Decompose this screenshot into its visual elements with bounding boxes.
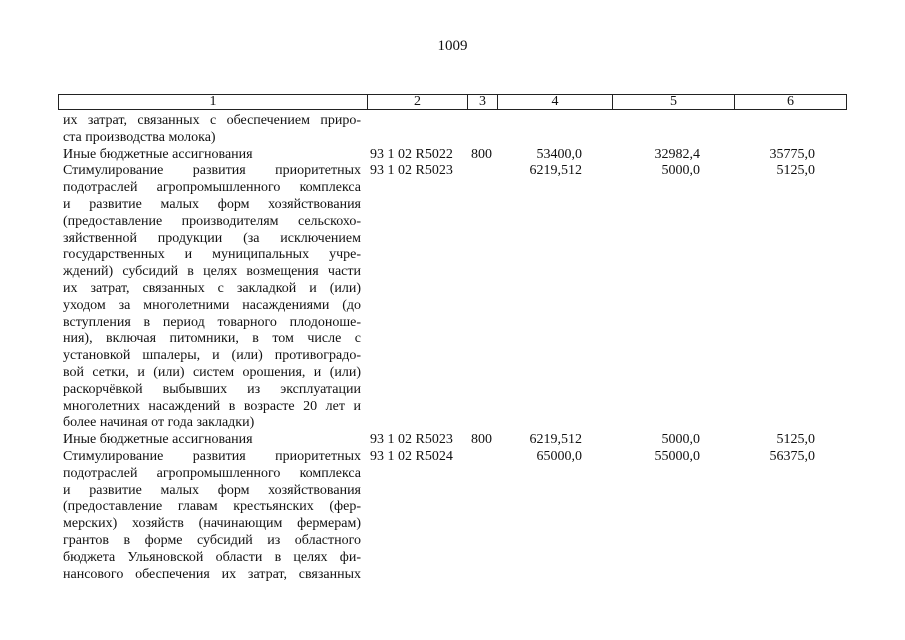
row-value-col4: 65000,0 xyxy=(536,449,582,464)
description-line: Стимулирование развития приоритетных xyxy=(63,163,361,179)
description-line: и развитие малых форм хозяйствования xyxy=(63,196,361,212)
row-code: 93 1 02 R5023 xyxy=(370,163,453,179)
description-line: Стимулирование развития приоритетных xyxy=(63,449,361,464)
header-col-1: 1 xyxy=(209,94,217,109)
table-header xyxy=(58,94,847,110)
description-line: мерских) хозяйств (начинающим фермерам) xyxy=(63,516,361,532)
row-value-col5: 5000,0 xyxy=(661,163,700,179)
row-description xyxy=(63,113,361,147)
row-code: 93 1 02 R5023 xyxy=(370,432,453,448)
row-value-col5: 32982,4 xyxy=(654,146,700,162)
row-description xyxy=(63,432,361,449)
row-value-col5: 55000,0 xyxy=(654,449,700,464)
description-line: (предоставление производителям сельскохо- xyxy=(63,213,361,229)
description-line: нансового обеспечения их затрат, связанных xyxy=(63,566,361,582)
row-expense-type: 800 xyxy=(471,146,492,162)
description-line: бюджета Ульяновской области в целях фи- xyxy=(63,549,361,565)
row-value-col6: 5125,0 xyxy=(776,163,815,179)
description-line: их затрат, связанных с закладкой и (или) xyxy=(63,280,361,296)
row-code: 93 1 02 R5022 xyxy=(370,146,453,162)
description-line: ния), включая питомники, в том числе с xyxy=(63,331,361,347)
description-line: их затрат, связанных с обеспечением приро- xyxy=(63,113,361,128)
header-col-4: 4 xyxy=(497,95,612,109)
page-number: 1009 xyxy=(437,38,468,54)
row-value-col6: 35775,0 xyxy=(769,146,815,162)
header-col-6: 6 xyxy=(734,95,846,109)
description-line: зяйственной продукции (за исключением xyxy=(63,230,361,246)
description-line: Иные бюджетные ассигнования xyxy=(63,432,253,448)
description-line: подотраслей агропромышленного комплекса xyxy=(63,465,361,481)
header-col-5: 5 xyxy=(612,95,734,109)
description-line: вой сетки, и (или) систем орошения, и (или) xyxy=(63,364,361,380)
description-line: Иные бюджетные ассигнования xyxy=(63,146,253,162)
description-line: подотраслей агропромышленного комплекса xyxy=(63,180,361,196)
row-value-col6: 5125,0 xyxy=(776,432,815,448)
row-value-col5: 5000,0 xyxy=(661,432,700,448)
description-line: уходом за многолетними насаждениями (до xyxy=(63,297,361,313)
description-line: раскорчёвкой выбывших из эксплуатации xyxy=(63,381,361,397)
description-line: государственных и муниципальных учре- xyxy=(63,247,361,263)
header-col-3: 3 xyxy=(467,95,497,109)
header-col-2: 2 xyxy=(367,95,467,109)
row-value-col4: 53400,0 xyxy=(536,146,582,162)
row-value-col4: 6219,512 xyxy=(529,163,582,179)
row-expense-type: 800 xyxy=(471,432,492,448)
description-line: вступления в период товарного плодоноше- xyxy=(63,314,361,330)
row-code: 93 1 02 R5024 xyxy=(370,449,453,464)
row-value-col4: 6219,512 xyxy=(529,432,582,448)
description-line: (предоставление главам крестьянских (фер- xyxy=(63,499,361,515)
description-line: и развитие малых форм хозяйствования xyxy=(63,482,361,498)
description-line: установкой шпалеры, и (или) противоградо- xyxy=(63,348,361,364)
description-line: ста производства молока) xyxy=(63,129,216,145)
row-value-col6: 56375,0 xyxy=(769,449,815,464)
description-line: многолетних насаждений в возрасте 20 лет и xyxy=(63,398,361,414)
description-line: более начиная от года закладки) xyxy=(63,415,255,431)
row-description xyxy=(63,147,361,164)
row-description xyxy=(63,449,361,583)
description-line: грантов в форме субсидий из областного xyxy=(63,532,361,548)
description-line: ждений) субсидий в целях возмещения части xyxy=(63,264,361,280)
row-description xyxy=(63,163,361,432)
